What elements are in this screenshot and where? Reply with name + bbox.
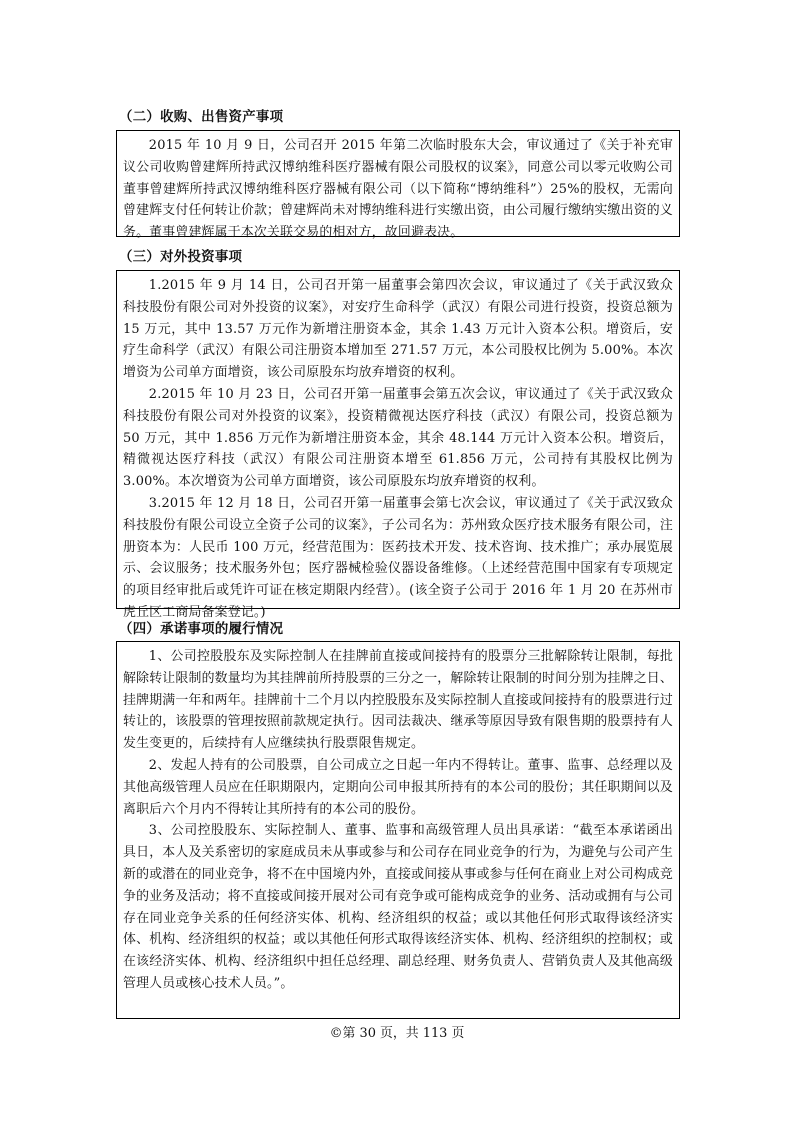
paragraph: 2015 年 10 月 9 日，公司召开 2015 年第二次临时股东大会，审议通过了《关于补充审议公司收购曾建辉所持武汉博纳维科医疗器械有限公司股权的议案》，同意公司以零元收购公司董事曾建辉所持武汉博纳维科医疗器械有限公司（以下简称“博纳维科”）25%的股权，无需向曾建辉支付任何转让价款；曾建辉尚未对博纳维科进行实缴出资，由公司履行缴纳实缴出资的义务。董事曾建辉属于本次关联交易的相对方，故回避表决。 (123, 138, 673, 241)
paragraph: 3、公司控股股东、实际控制人、董事、监事和高级管理人员出具承诺：“截至本承诺函出具日，本人及关系密切的家庭成员未从事或参与和公司存在同业竞争的行为，为避免与公司产生新的或潜在的同业竞争，将不在中国境内外，直接或间接从事或参与任何在商业上对公司构成竞争的业务及活动；将不直接或间接开展对公司有竞争或可能构成竞争的业务、活动或拥有与公司存在同业竞争关系的任何经济实体、机构、经济组织的权益；或以其他任何形式取得该经济实体、机构、经济组织的权益；或以其他任何形式取得该经济实体、机构、经济组织的控制权；或在该经济实体、机构、经济组织中担任总经理、副总经理、财务负责人、营销负责人及其他高级管理人员或核心技术人员。”。 (123, 823, 673, 991)
paragraph: 3.2015 年 12 月 18 日，公司召开第一届董事会第七次会议，审议通过了《关于武汉致众科技股份有限公司设立全资子公司的议案》，子公司名为：苏州致众医疗技术服务有限公司，注册资本为：人民币 100 万元，经营范围为：医药技术开发、技术咨询、技术推广；承办展览展示、会议服务；技术服务外包；医疗器械检验仪器设备维修。（上述经营范围中国家有专项规定的项目经审批后或凭许可证在核定期限内经营）。(该全资子公司于 2016 年 1 月 20 在苏州市虎丘区工商局备案登记。) (123, 495, 673, 620)
section-heading-investment: （三）对外投资事项 (119, 250, 243, 265)
acquisition-content-box (116, 130, 680, 241)
paragraph: 2、发起人持有的公司股票，自公司成立之日起一年内不得转让。董事、监事、总经理以及其他高级管理人员应在任职期限内，定期向公司申报其所持有的本公司的股份；其任职期间以及离职后六个月内不得转让其所持有的本公司的股份。 (123, 757, 673, 817)
paragraph: 1、公司控股股东及实际控制人在挂牌前直接或间接持有的股票分三批解除转让限制，每批解除转让限制的数量均为其挂牌前所持股票的三分之一，解除转让限制的时间分别为挂牌之日、挂牌期满一年和两年。挂牌前十二个月以内控股股东及实际控制人直接或间接持有的股票进行过转让的，该股票的管理按照前款规定执行。因司法裁决、继承等原因导致有限售期的股票持有人发生变更的，后续持有人应继续执行股票限售规定。 (123, 649, 673, 752)
paragraph: 1.2015 年 9 月 14 日，公司召开第一届董事会第四次会议，审议通过了《关于武汉致众科技股份有限公司对外投资的议案》，对安疗生命科学（武汉）有限公司进行投资，投资总额为 15 万元，其中 13.57 万元作为新增注册资本金，其余 1.43 万元计入资本公积。增资后，安疗生命科学（武汉）有限公司注册资本增加至 271.57 万元，本公司股权比例为 5.00%。本次增资为公司单方面增资，该公司原股东均放弃增资的权利。 (123, 278, 673, 381)
section-heading-commitments: （四）承诺事项的履行情况 (119, 622, 284, 637)
paragraph: 2.2015 年 10 月 23 日，公司召开第一届董事会第五次会议，审议通过了《关于武汉致众科技股份有限公司对外投资的议案》，投资精微视达医疗科技（武汉）有限公司，投资总额为 50 万元，其中 1.856 万元作为新增注册资本金，其余 48.144 万元计入资本公积。增资后，精微视达医疗科技（武汉）有限公司注册资本增至 61.856 万元，公司持有其股权比例为 3.00%。本次增资为公司单方面增资，该公司原股东均放弃增资的权利。 (123, 386, 673, 490)
page-number-footer: ©第 30 页，共 113 页 (329, 1026, 465, 1041)
commitments-content-box (116, 641, 680, 1019)
section-heading-acquisition: （二）收购、出售资产事项 (119, 110, 284, 125)
investment-content-box (116, 270, 680, 620)
